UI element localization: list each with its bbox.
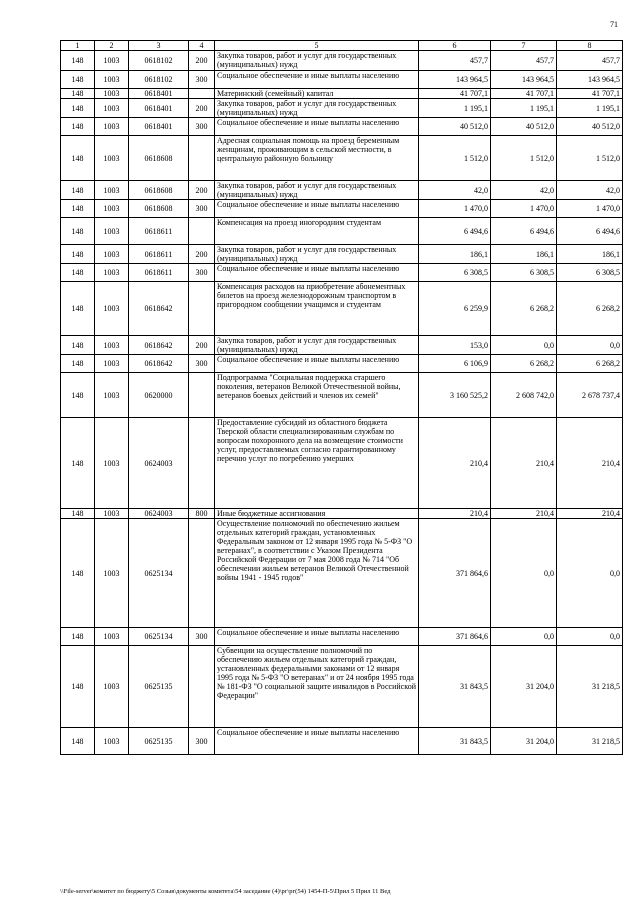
table-row bbox=[61, 218, 623, 245]
section-code-cell: 1003 bbox=[95, 728, 129, 755]
ministry-code-cell: 148 bbox=[61, 509, 95, 519]
amount-cell: 42,0 bbox=[491, 181, 557, 200]
amount-cell: 0,0 bbox=[491, 519, 557, 628]
amount-cell: 186,1 bbox=[557, 245, 623, 264]
table-row bbox=[61, 89, 623, 99]
item-name-cell: Социальное обеспечение и иные выплаты населению bbox=[215, 200, 419, 218]
table-row bbox=[61, 181, 623, 200]
section-code-cell: 1003 bbox=[95, 519, 129, 628]
amount-cell: 457,7 bbox=[557, 51, 623, 71]
target-article-cell: 0618401 bbox=[129, 118, 189, 136]
column-header: 7 bbox=[491, 41, 557, 51]
amount-cell: 143 964,5 bbox=[557, 71, 623, 89]
amount-cell: 40 512,0 bbox=[491, 118, 557, 136]
ministry-code-cell: 148 bbox=[61, 519, 95, 628]
amount-cell: 371 864,6 bbox=[419, 519, 491, 628]
amount-cell: 371 864,6 bbox=[419, 628, 491, 646]
amount-cell: 2 678 737,4 bbox=[557, 373, 623, 418]
item-name-cell: Предоставление субсидий из областного бюджета Тверской области специализированным службам по вопросам похоронного дела на возмещение стоимости услуг, предоставляемых согласно гарантированному перечню услуг по погребению умерших bbox=[215, 418, 419, 509]
ministry-code-cell: 148 bbox=[61, 336, 95, 355]
target-article-cell: 0618401 bbox=[129, 99, 189, 118]
ministry-code-cell: 148 bbox=[61, 282, 95, 336]
page-number: 71 bbox=[610, 20, 618, 29]
table-row bbox=[61, 118, 623, 136]
section-code-cell: 1003 bbox=[95, 89, 129, 99]
target-article-cell: 0620000 bbox=[129, 373, 189, 418]
amount-cell: 457,7 bbox=[419, 51, 491, 71]
section-code-cell: 1003 bbox=[95, 136, 129, 181]
expense-type-cell bbox=[189, 282, 215, 336]
amount-cell: 3 160 525,2 bbox=[419, 373, 491, 418]
item-name-cell: Закупка товаров, работ и услуг для государственных (муниципальных) нужд bbox=[215, 51, 419, 71]
amount-cell: 6 494,6 bbox=[557, 218, 623, 245]
item-name-cell: Закупка товаров, работ и услуг для государственных (муниципальных) нужд bbox=[215, 181, 419, 200]
table-row bbox=[61, 200, 623, 218]
table-row bbox=[61, 519, 623, 628]
target-article-cell: 0618611 bbox=[129, 264, 189, 282]
column-header: 2 bbox=[95, 41, 129, 51]
table-row bbox=[61, 373, 623, 418]
target-article-cell: 0618608 bbox=[129, 200, 189, 218]
table-row bbox=[61, 628, 623, 646]
amount-cell: 2 608 742,0 bbox=[491, 373, 557, 418]
ministry-code-cell: 148 bbox=[61, 51, 95, 71]
ministry-code-cell: 148 bbox=[61, 245, 95, 264]
amount-cell: 31 843,5 bbox=[419, 728, 491, 755]
section-code-cell: 1003 bbox=[95, 373, 129, 418]
amount-cell: 6 268,2 bbox=[491, 282, 557, 336]
table-row bbox=[61, 336, 623, 355]
table-row bbox=[61, 418, 623, 509]
section-code-cell: 1003 bbox=[95, 628, 129, 646]
column-header: 3 bbox=[129, 41, 189, 51]
expense-type-cell: 200 bbox=[189, 336, 215, 355]
table-row bbox=[61, 71, 623, 89]
target-article-cell: 0625134 bbox=[129, 519, 189, 628]
amount-cell: 6 308,5 bbox=[557, 264, 623, 282]
amount-cell: 210,4 bbox=[419, 418, 491, 509]
table-row bbox=[61, 728, 623, 755]
target-article-cell: 0618611 bbox=[129, 245, 189, 264]
item-name-cell: Иные бюджетные ассигнования bbox=[215, 509, 419, 519]
amount-cell: 6 494,6 bbox=[419, 218, 491, 245]
amount-cell: 210,4 bbox=[491, 418, 557, 509]
ministry-code-cell: 148 bbox=[61, 71, 95, 89]
amount-cell: 1 512,0 bbox=[419, 136, 491, 181]
amount-cell: 457,7 bbox=[491, 51, 557, 71]
target-article-cell: 0618608 bbox=[129, 181, 189, 200]
item-name-cell: Социальное обеспечение и иные выплаты населению bbox=[215, 71, 419, 89]
table-row bbox=[61, 264, 623, 282]
amount-cell: 31 204,0 bbox=[491, 728, 557, 755]
target-article-cell: 0618642 bbox=[129, 355, 189, 373]
budget-table bbox=[60, 40, 623, 755]
ministry-code-cell: 148 bbox=[61, 200, 95, 218]
table-row bbox=[61, 355, 623, 373]
amount-cell: 1 512,0 bbox=[491, 136, 557, 181]
ministry-code-cell: 148 bbox=[61, 218, 95, 245]
column-header: 5 bbox=[215, 41, 419, 51]
ministry-code-cell: 148 bbox=[61, 89, 95, 99]
item-name-cell: Компенсация на проезд иногородним студентам bbox=[215, 218, 419, 245]
table-row bbox=[61, 646, 623, 728]
item-name-cell: Адресная социальная помощь на проезд беременным женщинам, проживающим в сельской местности, в центральную районную больницу bbox=[215, 136, 419, 181]
section-code-cell: 1003 bbox=[95, 181, 129, 200]
file-path-footer: \\File-server\комитет по бюджету\5 Созыв\документы комитета\54 заседание (4)\рг\рг(54) 1454-П-5\Прил 5 Прил 11 Вед bbox=[60, 888, 391, 895]
section-code-cell: 1003 bbox=[95, 51, 129, 71]
amount-cell: 210,4 bbox=[557, 509, 623, 519]
expense-type-cell bbox=[189, 218, 215, 245]
target-article-cell: 0625134 bbox=[129, 628, 189, 646]
amount-cell: 186,1 bbox=[491, 245, 557, 264]
section-code-cell: 1003 bbox=[95, 509, 129, 519]
expense-type-cell bbox=[189, 418, 215, 509]
expense-type-cell bbox=[189, 89, 215, 99]
column-header: 6 bbox=[419, 41, 491, 51]
ministry-code-cell: 148 bbox=[61, 628, 95, 646]
ministry-code-cell: 148 bbox=[61, 355, 95, 373]
amount-cell: 6 308,5 bbox=[491, 264, 557, 282]
target-article-cell: 0618608 bbox=[129, 136, 189, 181]
item-name-cell: Закупка товаров, работ и услуг для государственных (муниципальных) нужд bbox=[215, 336, 419, 355]
section-code-cell: 1003 bbox=[95, 200, 129, 218]
expense-type-cell: 300 bbox=[189, 200, 215, 218]
amount-cell: 153,0 bbox=[419, 336, 491, 355]
ministry-code-cell: 148 bbox=[61, 99, 95, 118]
ministry-code-cell: 148 bbox=[61, 646, 95, 728]
section-code-cell: 1003 bbox=[95, 355, 129, 373]
table-header-row bbox=[61, 41, 623, 51]
amount-cell: 186,1 bbox=[419, 245, 491, 264]
ministry-code-cell: 148 bbox=[61, 136, 95, 181]
amount-cell: 40 512,0 bbox=[557, 118, 623, 136]
amount-cell: 143 964,5 bbox=[491, 71, 557, 89]
amount-cell: 143 964,5 bbox=[419, 71, 491, 89]
ministry-code-cell: 148 bbox=[61, 264, 95, 282]
expense-type-cell: 300 bbox=[189, 728, 215, 755]
expense-type-cell: 300 bbox=[189, 118, 215, 136]
column-header: 1 bbox=[61, 41, 95, 51]
amount-cell: 6 268,2 bbox=[491, 355, 557, 373]
amount-cell: 1 512,0 bbox=[557, 136, 623, 181]
item-name-cell: Закупка товаров, работ и услуг для государственных (муниципальных) нужд bbox=[215, 99, 419, 118]
section-code-cell: 1003 bbox=[95, 118, 129, 136]
target-article-cell: 0625135 bbox=[129, 646, 189, 728]
amount-cell: 41 707,1 bbox=[419, 89, 491, 99]
amount-cell: 6 268,2 bbox=[557, 355, 623, 373]
expense-type-cell: 300 bbox=[189, 628, 215, 646]
section-code-cell: 1003 bbox=[95, 418, 129, 509]
section-code-cell: 1003 bbox=[95, 99, 129, 118]
amount-cell: 1 195,1 bbox=[557, 99, 623, 118]
item-name-cell: Подпрограмма "Социальная поддержка старшего поколения, ветеранов Великой Отечественной войны, ветеранов боевых действий и членов их семей" bbox=[215, 373, 419, 418]
amount-cell: 42,0 bbox=[557, 181, 623, 200]
expense-type-cell: 800 bbox=[189, 509, 215, 519]
amount-cell: 0,0 bbox=[557, 628, 623, 646]
amount-cell: 210,4 bbox=[557, 418, 623, 509]
expense-type-cell: 200 bbox=[189, 51, 215, 71]
amount-cell: 0,0 bbox=[557, 519, 623, 628]
amount-cell: 0,0 bbox=[491, 336, 557, 355]
expense-type-cell: 300 bbox=[189, 264, 215, 282]
item-name-cell: Социальное обеспечение и иные выплаты населению bbox=[215, 628, 419, 646]
item-name-cell: Компенсация расходов на приобретение абонементных билетов на проезд железнодорожным транспортом в пригородном сообщении учащимся и студентам bbox=[215, 282, 419, 336]
amount-cell: 0,0 bbox=[491, 628, 557, 646]
table-row bbox=[61, 51, 623, 71]
amount-cell: 31 204,0 bbox=[491, 646, 557, 728]
expense-type-cell: 200 bbox=[189, 245, 215, 264]
amount-cell: 31 218,5 bbox=[557, 646, 623, 728]
column-header: 8 bbox=[557, 41, 623, 51]
amount-cell: 42,0 bbox=[419, 181, 491, 200]
section-code-cell: 1003 bbox=[95, 218, 129, 245]
ministry-code-cell: 148 bbox=[61, 181, 95, 200]
amount-cell: 6 308,5 bbox=[419, 264, 491, 282]
section-code-cell: 1003 bbox=[95, 336, 129, 355]
table-row bbox=[61, 99, 623, 118]
amount-cell: 0,0 bbox=[557, 336, 623, 355]
item-name-cell: Материнский (семейный) капитал bbox=[215, 89, 419, 99]
target-article-cell: 0624003 bbox=[129, 418, 189, 509]
expense-type-cell bbox=[189, 373, 215, 418]
expense-type-cell: 300 bbox=[189, 355, 215, 373]
amount-cell: 31 218,5 bbox=[557, 728, 623, 755]
amount-cell: 6 259,9 bbox=[419, 282, 491, 336]
target-article-cell: 0618102 bbox=[129, 51, 189, 71]
amount-cell: 1 470,0 bbox=[557, 200, 623, 218]
target-article-cell: 0618611 bbox=[129, 218, 189, 245]
ministry-code-cell: 148 bbox=[61, 373, 95, 418]
section-code-cell: 1003 bbox=[95, 646, 129, 728]
section-code-cell: 1003 bbox=[95, 245, 129, 264]
item-name-cell: Социальное обеспечение и иные выплаты населению bbox=[215, 355, 419, 373]
item-name-cell: Осуществление полномочий по обеспечению жильем отдельных категорий граждан, установленных Федеральным законом от 12 января 1995 года № 5-ФЗ "О ветеранах", в соответствии с Указом Президента Российской Федерации от 7 мая 2008 года № 714 "Об обеспечении жильем ветеранов Великой Отечественной войны 1941 - 1945 годов" bbox=[215, 519, 419, 628]
ministry-code-cell: 148 bbox=[61, 418, 95, 509]
section-code-cell: 1003 bbox=[95, 71, 129, 89]
target-article-cell: 0624003 bbox=[129, 509, 189, 519]
expense-type-cell bbox=[189, 519, 215, 628]
expense-type-cell: 300 bbox=[189, 71, 215, 89]
table-row bbox=[61, 136, 623, 181]
item-name-cell: Социальное обеспечение и иные выплаты населению bbox=[215, 728, 419, 755]
amount-cell: 1 470,0 bbox=[419, 200, 491, 218]
amount-cell: 31 843,5 bbox=[419, 646, 491, 728]
amount-cell: 1 195,1 bbox=[491, 99, 557, 118]
item-name-cell: Субвенции на осуществление полномочий по обеспечению жильем отдельных категорий граждан, установленных федеральными законами от 12 января 1995 года № 5-ФЗ "О ветеранах" и от 24 ноября 1995 года № 181-ФЗ "О социальной защите инвалидов в Российской Федерации" bbox=[215, 646, 419, 728]
amount-cell: 6 268,2 bbox=[557, 282, 623, 336]
column-header: 4 bbox=[189, 41, 215, 51]
target-article-cell: 0618401 bbox=[129, 89, 189, 99]
amount-cell: 41 707,1 bbox=[491, 89, 557, 99]
ministry-code-cell: 148 bbox=[61, 118, 95, 136]
target-article-cell: 0625135 bbox=[129, 728, 189, 755]
amount-cell: 6 106,9 bbox=[419, 355, 491, 373]
section-code-cell: 1003 bbox=[95, 282, 129, 336]
target-article-cell: 0618102 bbox=[129, 71, 189, 89]
expense-type-cell bbox=[189, 646, 215, 728]
amount-cell: 210,4 bbox=[491, 509, 557, 519]
ministry-code-cell: 148 bbox=[61, 728, 95, 755]
target-article-cell: 0618642 bbox=[129, 282, 189, 336]
table-row bbox=[61, 282, 623, 336]
expense-type-cell: 200 bbox=[189, 99, 215, 118]
amount-cell: 1 195,1 bbox=[419, 99, 491, 118]
item-name-cell: Закупка товаров, работ и услуг для государственных (муниципальных) нужд bbox=[215, 245, 419, 264]
item-name-cell: Социальное обеспечение и иные выплаты населению bbox=[215, 118, 419, 136]
amount-cell: 1 470,0 bbox=[491, 200, 557, 218]
target-article-cell: 0618642 bbox=[129, 336, 189, 355]
expense-type-cell: 200 bbox=[189, 181, 215, 200]
amount-cell: 6 494,6 bbox=[491, 218, 557, 245]
section-code-cell: 1003 bbox=[95, 264, 129, 282]
amount-cell: 41 707,1 bbox=[557, 89, 623, 99]
item-name-cell: Социальное обеспечение и иные выплаты населению bbox=[215, 264, 419, 282]
table-row bbox=[61, 509, 623, 519]
expense-type-cell bbox=[189, 136, 215, 181]
amount-cell: 40 512,0 bbox=[419, 118, 491, 136]
amount-cell: 210,4 bbox=[419, 509, 491, 519]
table-row bbox=[61, 245, 623, 264]
